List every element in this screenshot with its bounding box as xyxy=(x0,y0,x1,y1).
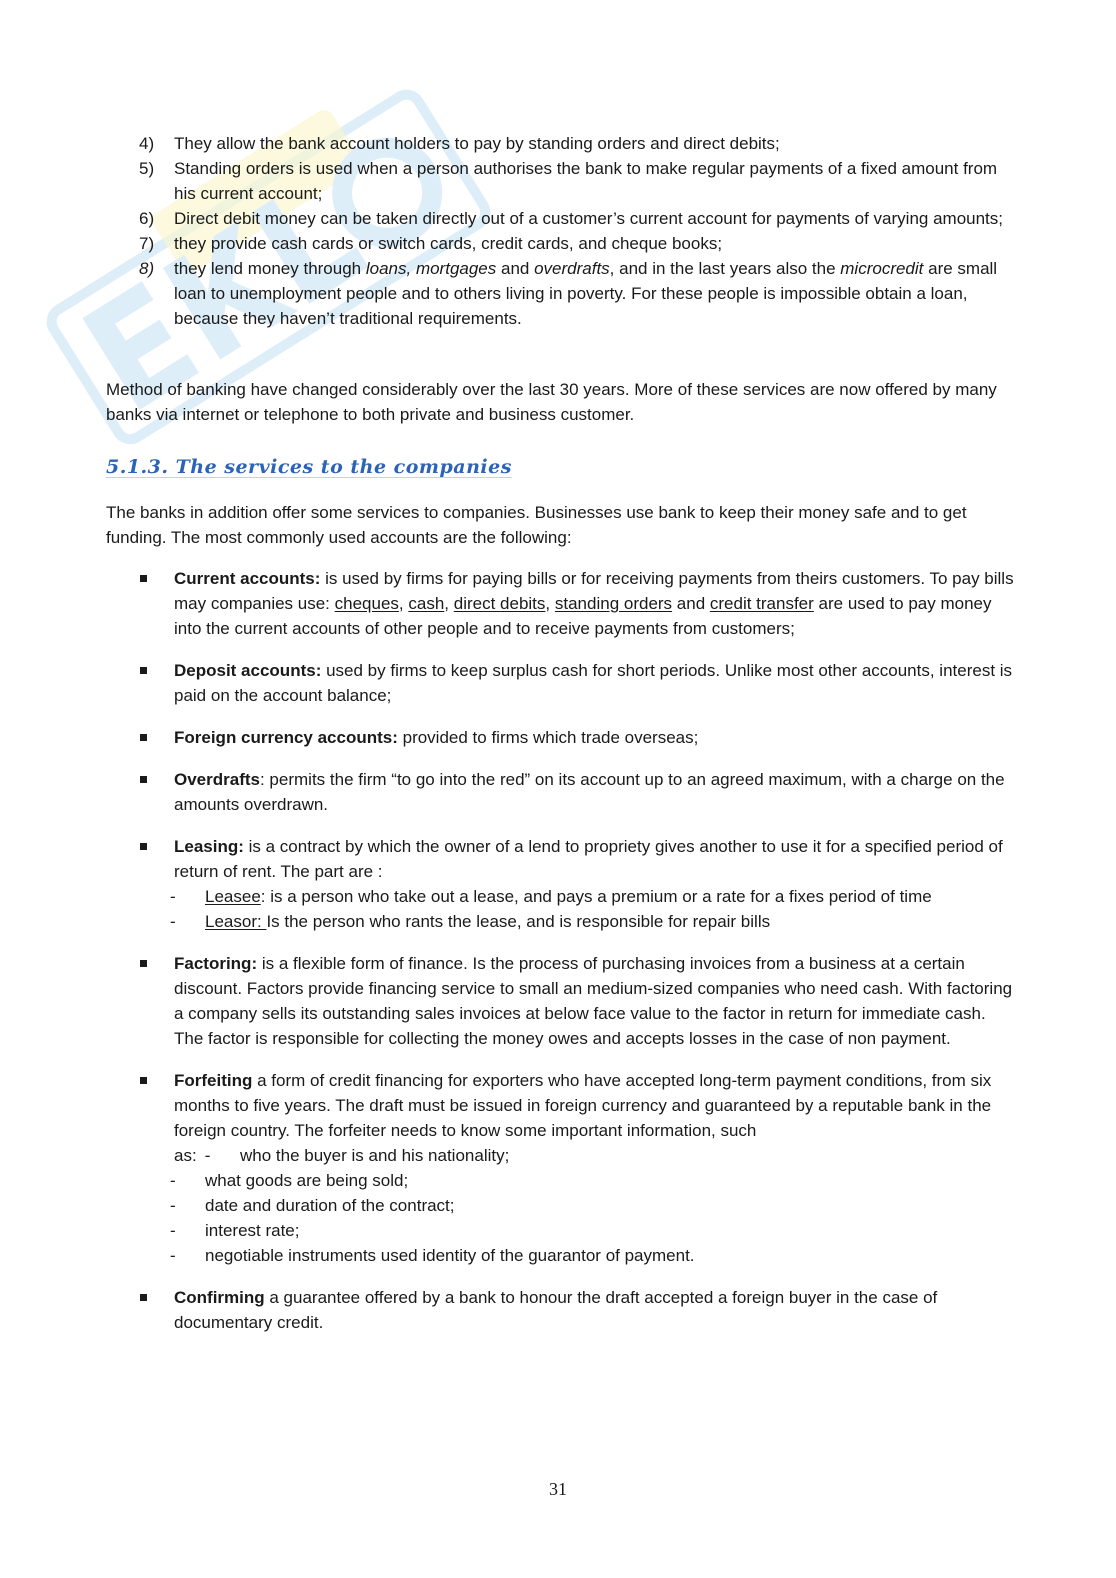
list-item: 4) They allow the bank account holders to pay by standing orders and direct debits; xyxy=(139,134,780,153)
sublist-item: - negotiable instruments used identity of the guarantor of payment. xyxy=(170,1246,695,1265)
list-item-leasing: Leasing: is a contract by which the owner of a lend to propriety gives another to use it for a specified period of return of rent. The part are : - Leasee: is a person who take out a lease, and pays a premium or a rate for a fixes period of time - Leasor: Is the person who rants the lease, and is responsible for repair bills xyxy=(139,834,1019,934)
sublist-item: - interest rate; xyxy=(170,1221,300,1240)
list-item: 7) they provide cash cards or switch cards, credit cards, and cheque books; xyxy=(139,234,723,253)
section-heading: 5.1.3. The services to the companies xyxy=(106,456,512,478)
list-item-overdrafts: Overdrafts: permits the firm “to go into the red” on its account up to an agreed maximum, with a charge on the amounts overdrawn. xyxy=(139,767,1019,817)
list-item-factoring: Factoring: is a flexible form of finance. Is the process of purchasing invoices from a business at a certain discount. Factors provide financing service to small an medium-sized companies who need cash. With factoring a company sells its outstanding sales invoices at below face value to the factor in return for immediate cash. The factor is responsible for collecting the money owes and accepts losses in the case of non payment. xyxy=(139,951,1019,1051)
bullet-icon xyxy=(140,1077,147,1084)
bullet-icon xyxy=(140,734,147,741)
numbered-list xyxy=(139,131,1019,331)
services-list xyxy=(139,566,1019,1352)
page-number: 31 xyxy=(549,1479,567,1499)
bullet-icon xyxy=(140,960,147,967)
list-item-confirming: Confirming a guarantee offered by a bank to honour the draft accepted a foreign buyer in the case of documentary credit. xyxy=(139,1285,1019,1335)
bullet-icon xyxy=(140,843,147,850)
leasing-sublist xyxy=(139,884,1019,934)
bullet-icon xyxy=(140,667,147,674)
bullet-icon xyxy=(140,575,147,582)
bullet-icon xyxy=(140,1294,147,1301)
list-item-current-accounts: Current accounts: is used by firms for paying bills or for receiving payments from theirs customers. To pay bills may companies use: cheques, cash, direct debits, standing orders and credit transfer are used to pay money into the current accounts of other people and to receive payments from customers; xyxy=(139,566,1019,641)
bullet-icon xyxy=(140,776,147,783)
forfeiting-first-subitem: as: - who the buyer is and his nationality; xyxy=(174,1146,510,1165)
sublist-item: - Leasee: is a person who take out a lease, and pays a premium or a rate for a fixes period of time xyxy=(170,887,932,906)
list-item-forfeiting: Forfeiting a form of credit financing for exporters who have accepted long-term payment conditions, from six months to five years. The draft must be issued in foreign currency and guaranteed by a reputable bank in the foreign country. The forfeiter needs to know some important information, such as: - who the buyer is and his nationality; - what goods are being sold; - date and duration of the contract; - interest rate; - negotiable instruments used identity of the guarantor of payment. xyxy=(139,1068,1019,1268)
sublist-item: - Leasor: Is the person who rants the lease, and is responsible for repair bills xyxy=(170,912,771,931)
list-item: 8) they lend money through loans, mortgages and overdrafts, and in the last years also the microcredit are small loan to unemployment people and to others living in poverty. For these people is impossible obtain a loan, because they haven’t traditional requirements. xyxy=(139,259,998,328)
list-item-deposit-accounts: Deposit accounts: used by firms to keep surplus cash for short periods. Unlike most other accounts, interest is paid on the account balance; xyxy=(139,658,1019,708)
paragraph-methods: Method of banking have changed considerably over the last 30 years. More of these services are now offered by many banks via internet or telephone to both private and business customer. xyxy=(106,380,997,424)
list-item: 6) Direct debit money can be taken directly out of a customer’s current account for payments of varying amounts; xyxy=(139,209,1003,228)
forfeiting-sublist xyxy=(139,1168,1019,1268)
sublist-item: - date and duration of the contract; xyxy=(170,1196,455,1215)
paragraph-intro: The banks in addition offer some services to companies. Businesses use bank to keep their money safe and to get funding. The most commonly used accounts are the following: xyxy=(106,503,967,547)
list-item: 5) Standing orders is used when a person authorises the bank to make regular payments of a fixed amount from his current account; xyxy=(139,159,998,203)
list-item-foreign-currency: Foreign currency accounts: provided to firms which trade overseas; xyxy=(139,725,1019,750)
sublist-item: - what goods are being sold; xyxy=(170,1171,409,1190)
